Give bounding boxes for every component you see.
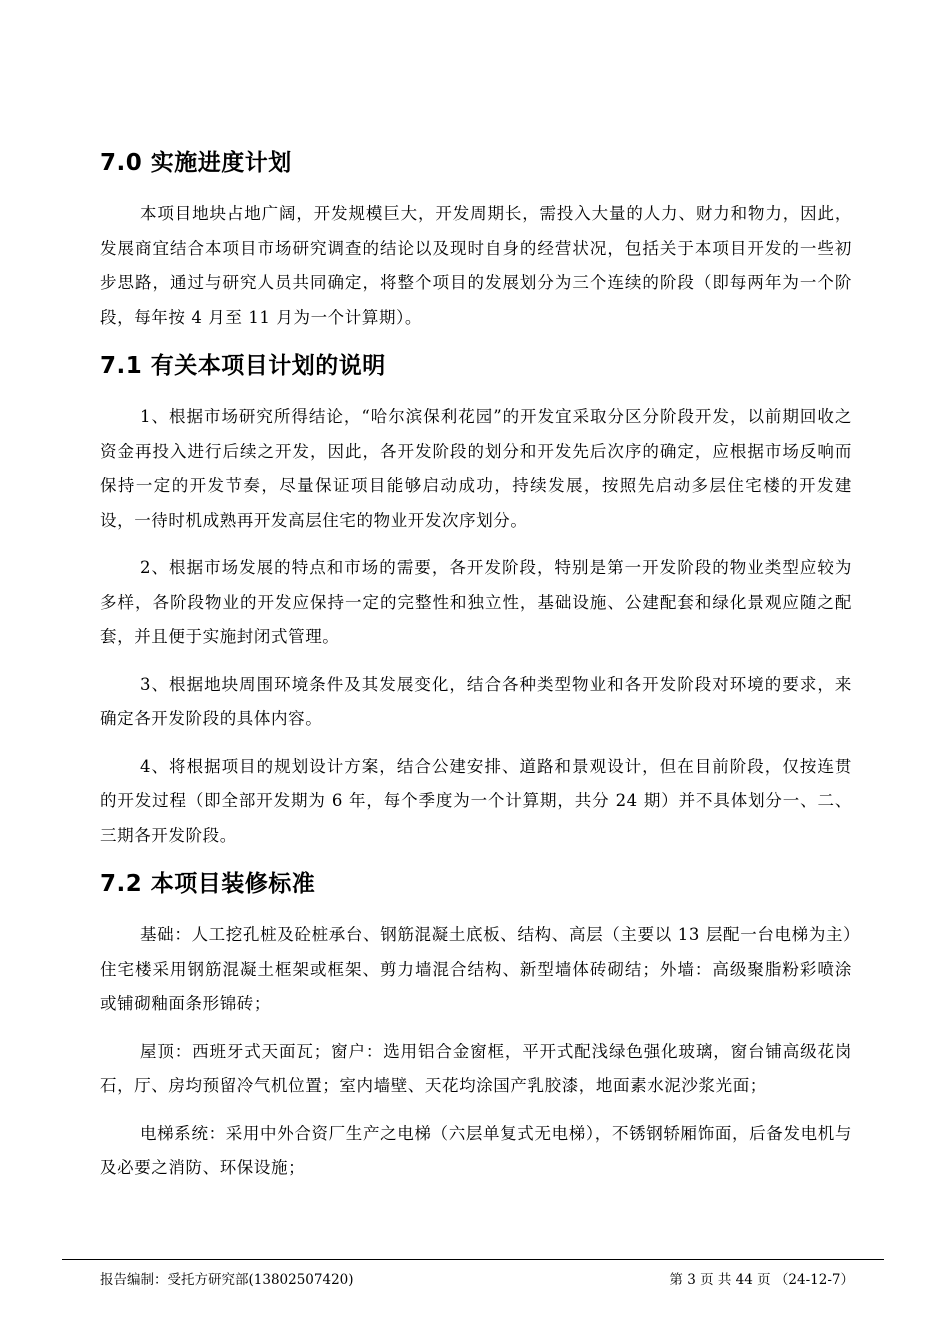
footer-divider <box>62 1259 884 1260</box>
section-heading-7-0: 7.0 实施进度计划 <box>100 150 292 176</box>
paragraph: 1、根据市场研究所得结论，“哈尔滨保利花园”的开发宜采取分区分阶段开发，以前期回收之资金再投入进行后续之开发，因此，各开发阶段的划分和开发先后次序的确定，应根据市场反响而保持一定的开发节奏，尽量保证项目能够启动成功，持续发展，按照先启动多层住宅楼的开发建设，一待时机成熟再开发高层住宅的物业开发次序划分。 <box>100 407 852 530</box>
footer-page-number: 第 3 页 共 44 页 （24-12-7） <box>669 1272 854 1288</box>
paragraph: 屋顶：西班牙式天面瓦；窗户：选用铝合金窗框，平开式配浅绿色强化玻璃，窗台铺高级花岗石，厅、房均预留冷气机位置；室内墙壁、天花均涂国产乳胶漆，地面素水泥沙浆光面； <box>100 1041 852 1095</box>
section-heading-7-2: 7.2 本项目装修标准 <box>100 871 316 897</box>
document-body <box>100 145 852 1199</box>
paragraph: 本项目地块占地广阔，开发规模巨大，开发周期长，需投入大量的人力、财力和物力，因此，发展商宜结合本项目市场研究调查的结论以及现时自身的经营状况，包括关于本项目开发的一些初步思路，通过与研究人员共同确定，将整个项目的发展划分为三个连续的阶段（即每两年为一个阶段，每年按 4 月至 11 月为一个计算期）。 <box>100 204 852 327</box>
footer-author: 报告编制：受托方研究部(13802507420) <box>100 1272 354 1288</box>
paragraph: 3、根据地块周围环境条件及其发展变化，结合各种类型物业和各开发阶段对环境的要求，来确定各开发阶段的具体内容。 <box>100 674 852 728</box>
paragraph: 电梯系统：采用中外合资厂生产之电梯（六层单复式无电梯），不锈钢轿厢饰面，后备发电机与及必要之消防、环保设施； <box>100 1123 852 1177</box>
paragraph: 2、根据市场发展的特点和市场的需要，各开发阶段，特别是第一开发阶段的物业类型应较为多样，各阶段物业的开发应保持一定的完整性和独立性，基础设施、公建配套和绿化景观应随之配套，并且便于实施封闭式管理。 <box>100 558 852 646</box>
section-heading-7-1: 7.1 有关本项目计划的说明 <box>100 353 386 379</box>
paragraph: 基础：人工挖孔桩及砼桩承台、钢筋混凝土底板、结构、高层（主要以 13 层配一台电梯为主）住宅楼采用钢筋混凝土框架或框架、剪力墙混合结构、新型墙体砖砌结；外墙：高级聚脂粉彩喷涂或铺砌釉面条形锦砖； <box>100 925 852 1013</box>
paragraph: 4、将根据项目的规划设计方案，结合公建安排、道路和景观设计，但在目前阶段，仅按连贯的开发过程（即全部开发期为 6 年，每个季度为一个计算期，共分 24 期）并不具体划分一、二、三期各开发阶段。 <box>100 756 852 845</box>
